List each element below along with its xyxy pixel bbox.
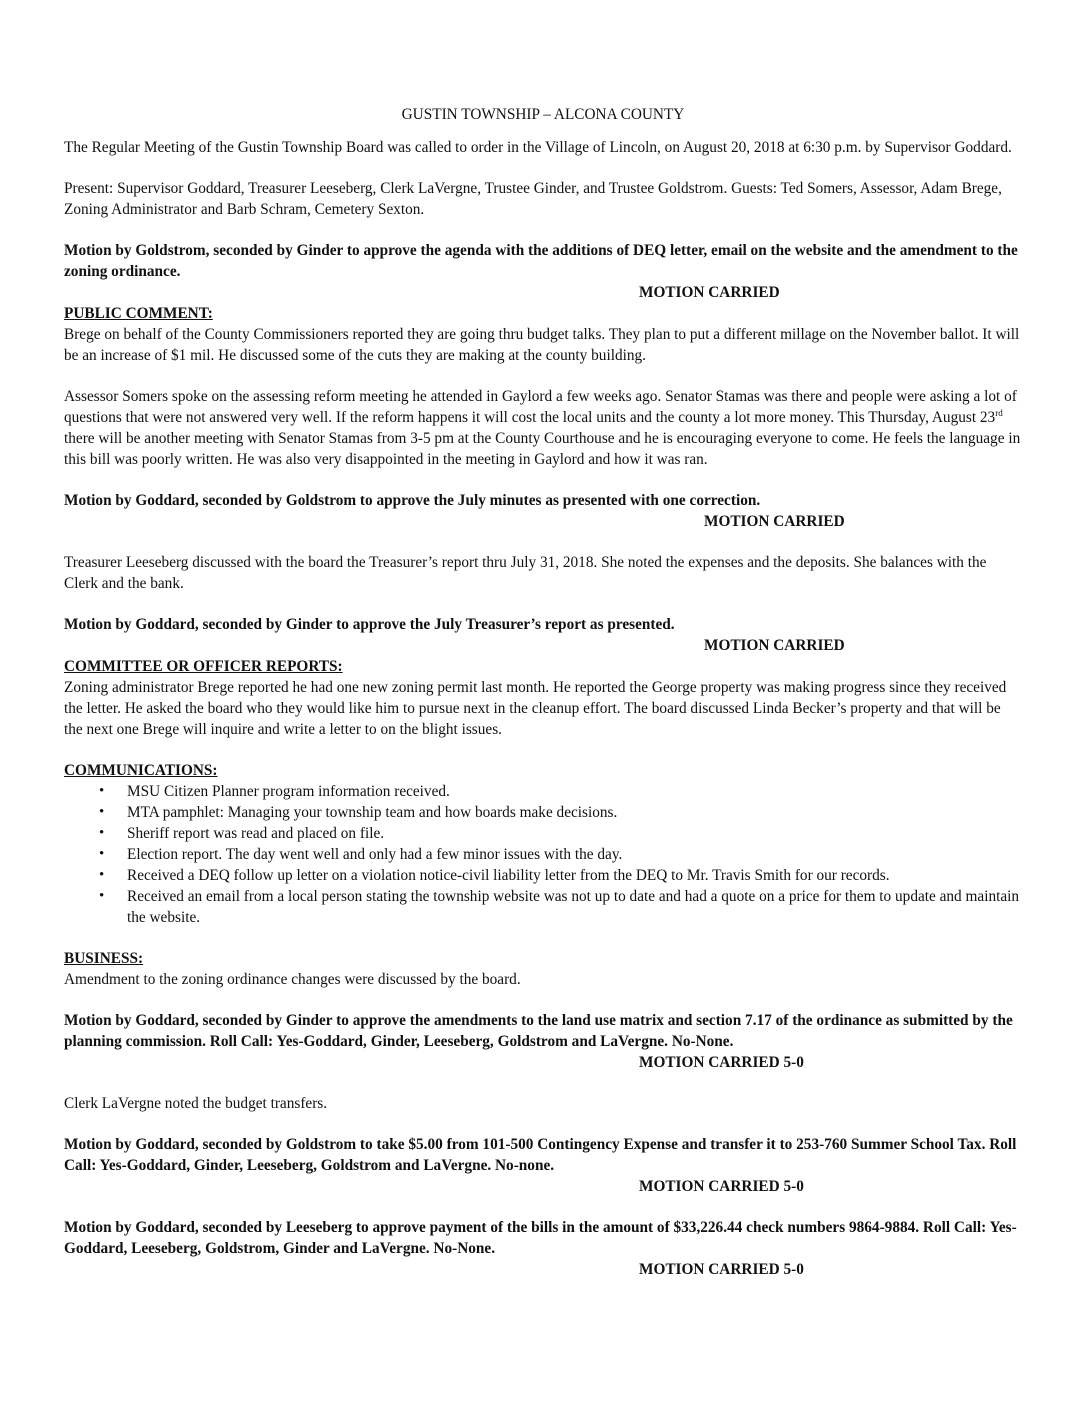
brege-comment-paragraph: Brege on behalf of the County Commissioners reported they are going thru budget talks. They plan to put a different millage on the November ballot. It will be an increase of $1 mil. He discussed some of the cuts they are making at the county building. (64, 326, 1020, 364)
call-to-order-paragraph: The Regular Meeting of the Gustin Township Board was called to order in the Village of Lincoln, on August 20, 2018 at 6:30 p.m. by Supervisor Goddard. (64, 139, 1012, 156)
motion-bills-result: MOTION CARRIED 5-0 (639, 1261, 804, 1278)
motion-agenda: Motion by Goldstrom, seconded by Ginder to approve the agenda with the additions of DEQ letter, email on the website and the amendment to the zoning ordinance. (64, 242, 1018, 280)
business-paragraph: Amendment to the zoning ordinance changes were discussed by the board. (64, 971, 521, 988)
somers-comment-part1: Assessor Somers spoke on the assessing reform meeting he attended in Gaylord a few weeks ago. Senator Stamas was there and people were asking a lot of questions that were not answered very well. If the reform happens it will cost the local units and the county a lot more money. This Thursday, August 23 (64, 388, 1017, 426)
motion-transfer-result: MOTION CARRIED 5-0 (639, 1178, 804, 1195)
business-heading: BUSINESS: (64, 950, 144, 967)
ordinal-suffix: rd (995, 408, 1003, 418)
communications-heading: COMMUNICATIONS: (64, 762, 218, 779)
somers-comment-part2: there will be another meeting with Senator Stamas from 3-5 pm at the County Courthouse and he is encouraging everyone to come. He feels the language in this bill was poorly written. He was also very disappointed in the meeting in Gaylord and how it was ran. (64, 430, 1021, 468)
motion-minutes-result: MOTION CARRIED (704, 513, 845, 530)
zoning-report-paragraph: Zoning administrator Brege reported he had one new zoning permit last month. He reported the George property was making progress since they received the letter. He asked the board who they would like him to pursue next in the cleanup effort. The board discussed Linda Becker’s property and that will be the next one Brege will inquire and write a letter to on the blight issues. (64, 679, 1007, 738)
treasurer-report-paragraph: Treasurer Leeseberg discussed with the board the Treasurer’s report thru July 31, 2018. She noted the expenses and the deposits. She balances with the Clerk and the bank. (64, 554, 987, 592)
list-item: • Sheriff report was read and placed on file. (64, 823, 1022, 844)
list-item: • Received a DEQ follow up letter on a violation notice-civil liability letter from the DEQ to Mr. Travis Smith for our records. (64, 865, 1022, 886)
list-item: • Received an email from a local person stating the township website was not up to date and had a quote on a price for them to update and maintain the website. (64, 886, 1022, 928)
clerk-paragraph: Clerk LaVergne noted the budget transfers. (64, 1095, 328, 1112)
committee-reports-heading: COMMITTEE OR OFFICER REPORTS: (64, 658, 343, 675)
somers-comment-paragraph (64, 386, 1022, 470)
motion-agenda-result: MOTION CARRIED (639, 284, 780, 301)
motion-budget-transfer: Motion by Goddard, seconded by Goldstrom to take $5.00 from 101-500 Contingency Expense and transfer it to 253-760 Summer School Tax. Roll Call: Yes-Goddard, Ginder, Leeseberg, Goldstrom and LaVergne. No-none. (64, 1136, 1017, 1174)
motion-minutes: Motion by Goddard, seconded by Goldstrom to approve the July minutes as presented with one correction. (64, 492, 761, 509)
list-item: • MTA pamphlet: Managing your township team and how boards make decisions. (64, 802, 1022, 823)
motion-amendments: Motion by Goddard, seconded by Ginder to approve the amendments to the land use matrix and section 7.17 of the ordinance as submitted by the planning commission. Roll Call: Yes-Goddard, Ginder, Leeseberg, Goldstrom and LaVergne. No-None. (64, 1012, 1013, 1050)
attendance-paragraph: Present: Supervisor Goddard, Treasurer Leeseberg, Clerk LaVergne, Trustee Ginder, and Trustee Goldstrom. Guests: Ted Somers, Assessor, Adam Brege, Zoning Administrator and Barb Schram, Cemetery Sexton. (64, 180, 1002, 218)
motion-treasurer-result: MOTION CARRIED (704, 637, 845, 654)
public-comment-heading: PUBLIC COMMENT: (64, 305, 213, 322)
motion-amendments-result: MOTION CARRIED 5-0 (639, 1054, 804, 1071)
motion-bills: Motion by Goddard, seconded by Leeseberg to approve payment of the bills in the amount of $33,226.44 check numbers 9864-9884. Roll Call: Yes- Goddard, Leeseberg, Goldstrom, Ginder and LaVergne. No-None. (64, 1219, 1017, 1257)
list-item: • Election report. The day went well and only had a few minor issues with the day. (64, 844, 1022, 865)
list-item: • MSU Citizen Planner program information received. (64, 781, 1022, 802)
communications-list (64, 781, 1022, 928)
document-title: GUSTIN TOWNSHIP – ALCONA COUNTY (401, 106, 685, 123)
motion-treasurer-report: Motion by Goddard, seconded by Ginder to approve the July Treasurer’s report as presented. (64, 616, 675, 633)
